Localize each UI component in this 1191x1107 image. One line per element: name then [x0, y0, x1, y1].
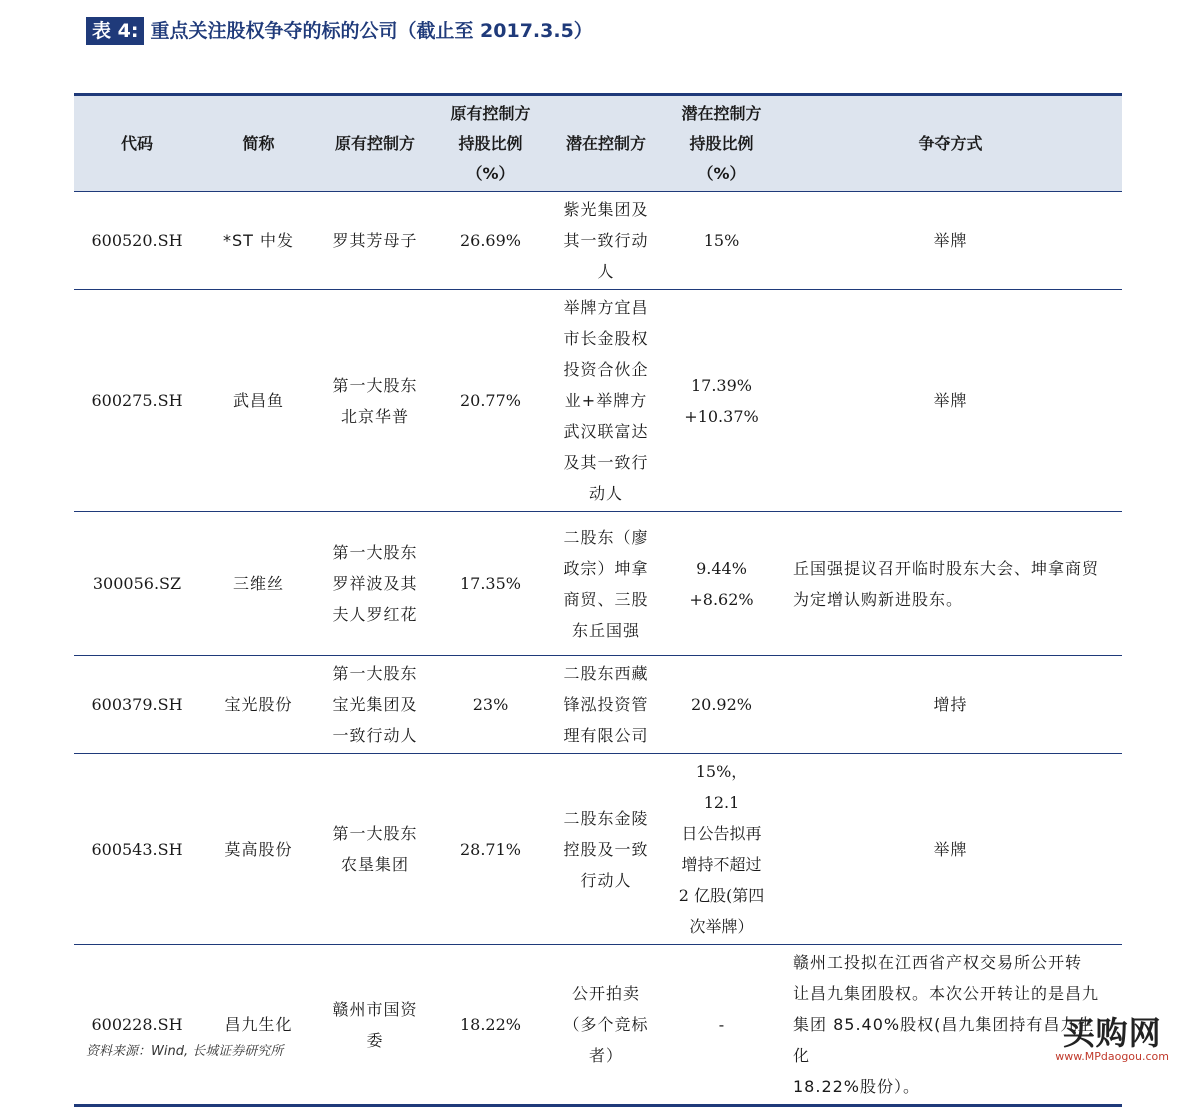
watermark-logo: 买购网 — [1062, 1014, 1162, 1052]
cell-code: 600379.SH — [74, 656, 200, 754]
cell-line: 举牌 — [933, 391, 968, 410]
cell-line: 举牌 — [933, 839, 968, 859]
cell-line: 夫人罗红花 — [332, 605, 418, 624]
cell-line: 增持不超过 — [681, 855, 762, 874]
cell-method — [779, 512, 1122, 656]
cell-potential-holder — [548, 754, 664, 945]
cell-line: （多个竞标 — [563, 1015, 649, 1034]
cell-line: 第一大股东 — [332, 664, 418, 683]
header-original-ratio: 原有控制方 持股比例 （%） — [450, 103, 531, 183]
header-row — [74, 95, 1122, 192]
header-potential-holder: 潜在控制方 — [565, 133, 646, 153]
watermark-url: www.MPdaogou.com — [1055, 1050, 1169, 1063]
cell-original-ratio: 18.22% — [433, 945, 548, 1106]
cell-original-holder — [317, 290, 433, 512]
cell-code: 600228.SH — [74, 945, 200, 1106]
table-row — [74, 945, 1122, 1106]
table-title — [86, 16, 593, 46]
cell-line: 日公告拟再 — [681, 824, 762, 843]
cell-name: 三维丝 — [200, 512, 317, 656]
cell-original-holder — [317, 945, 433, 1106]
cell-original-ratio: 23% — [433, 656, 548, 754]
cell-line: +8.62% — [689, 589, 754, 609]
header-potential-ratio: 潜在控制方 持股比例 （%） — [681, 103, 762, 183]
cell-line: 2 亿股(第四 — [678, 886, 765, 905]
cell-line: 为定增认购新进股东。 — [793, 589, 964, 609]
cell-line: 及其一致行 — [563, 453, 649, 472]
cell-original-holder — [317, 192, 433, 290]
table-row — [74, 656, 1122, 754]
company-table — [74, 93, 1122, 1107]
cell-code: 600543.SH — [74, 754, 200, 945]
cell-line: 丘国强提议召开临时股东大会、坤拿商贸 — [793, 558, 1100, 578]
cell-line: 动人 — [588, 484, 623, 503]
cell-line: +10.37% — [684, 406, 759, 426]
cell-line: 一致行动人 — [332, 726, 418, 745]
cell-line: 17.39% — [690, 375, 752, 395]
cell-line: 宝光集团及 — [332, 695, 418, 714]
cell-method — [779, 192, 1122, 290]
cell-line: 者） — [588, 1046, 623, 1065]
cell-line: 让昌九集团股权。本次公开转让的是昌九 — [793, 984, 1100, 1003]
cell-line: 20.92% — [690, 695, 752, 714]
cell-line: 控股及一致 — [563, 839, 649, 859]
cell-line: 商贸、三股 — [563, 589, 649, 609]
header-code: 代码 — [120, 133, 153, 153]
cell-line: 18.22%股份）。 — [793, 1077, 921, 1096]
cell-line: 业+举牌方 — [564, 391, 648, 410]
cell-line: 二股东（廖 — [563, 527, 649, 547]
table-number-label: 表 4: — [86, 17, 144, 45]
cell-method — [779, 290, 1122, 512]
cell-potential-ratio — [664, 754, 779, 945]
cell-original-holder — [317, 656, 433, 754]
header-name: 简称 — [242, 133, 275, 153]
cell-line: 第一大股东 — [332, 824, 418, 843]
cell-line: 市长金股权 — [563, 329, 649, 348]
cell-potential-holder — [548, 945, 664, 1106]
cell-method — [779, 754, 1122, 945]
cell-line: 次举牌） — [689, 917, 754, 936]
watermark — [1055, 1008, 1169, 1063]
cell-line: 15% — [703, 231, 740, 250]
cell-line: 武汉联富达 — [563, 422, 649, 441]
cell-potential-ratio — [664, 512, 779, 656]
cell-original-ratio: 28.71% — [433, 754, 548, 945]
cell-potential-holder — [548, 290, 664, 512]
cell-line: 锋泓投资管 — [563, 695, 649, 714]
cell-potential-ratio — [664, 945, 779, 1106]
cell-line: 罗其芳母子 — [332, 231, 418, 250]
cell-line: 东丘国强 — [571, 620, 640, 640]
cell-name: 宝光股份 — [200, 656, 317, 754]
cell-line: 公开拍卖 — [571, 984, 640, 1003]
cell-original-ratio: 26.69% — [433, 192, 548, 290]
cell-name: 武昌鱼 — [200, 290, 317, 512]
cell-name: 莫高股份 — [200, 754, 317, 945]
cell-line: 罗祥波及其 — [332, 574, 418, 593]
cell-original-holder — [317, 754, 433, 945]
cell-line: 第一大股东 — [332, 375, 418, 395]
cell-line: 第一大股东 — [332, 543, 418, 562]
cell-line: 农垦集团 — [340, 855, 409, 874]
cell-line: 投资合伙企 — [563, 360, 649, 379]
cell-line: 二股东西藏 — [563, 664, 649, 683]
cell-method — [779, 656, 1122, 754]
cell-line: 9.44% — [696, 558, 747, 578]
cell-potential-ratio — [664, 290, 779, 512]
cell-code: 600520.SH — [74, 192, 200, 290]
cell-original-ratio: 17.35% — [433, 512, 548, 656]
cell-line: 举牌方宜昌 — [563, 298, 649, 317]
cell-code: 600275.SH — [74, 290, 200, 512]
cell-line: - — [718, 1015, 725, 1034]
cell-line: 北京华普 — [340, 406, 409, 426]
cell-name: 昌九生化 — [200, 945, 317, 1106]
source-note: 资料来源：Wind, 长城证券研究所 — [86, 1044, 284, 1059]
cell-line: 委 — [366, 1030, 384, 1050]
table-row — [74, 512, 1122, 656]
cell-line: 其一致行动 — [563, 231, 649, 250]
table-title-text: 重点关注股权争夺的标的公司（截止至 2017.3.5） — [150, 20, 593, 42]
cell-potential-holder — [548, 192, 664, 290]
cell-line: 理有限公司 — [563, 726, 649, 745]
cell-line: 行动人 — [580, 870, 632, 890]
cell-potential-ratio — [664, 192, 779, 290]
table-row — [74, 192, 1122, 290]
cell-potential-holder — [548, 512, 664, 656]
cell-original-holder — [317, 512, 433, 656]
header-method: 争夺方式 — [918, 133, 983, 153]
table-row — [74, 754, 1122, 945]
cell-line: 赣州市国资 — [332, 999, 418, 1019]
cell-line: 二股东金陵 — [563, 808, 649, 828]
cell-original-ratio: 20.77% — [433, 290, 548, 512]
cell-line: 集团 85.40%股权(昌九集团持有昌九生化 — [793, 1015, 1095, 1065]
cell-line: 赣州工投拟在江西省产权交易所公开转 — [793, 953, 1083, 972]
header-original-holder: 原有控制方 — [334, 133, 415, 153]
cell-line: 政宗）坤拿 — [563, 558, 649, 578]
cell-name: *ST 中发 — [200, 192, 317, 290]
cell-line: 增持 — [933, 695, 968, 714]
cell-line: 15%，12.1 — [695, 762, 748, 812]
cell-line: 紫光集团及 — [563, 200, 649, 219]
cell-line: 人 — [597, 262, 615, 281]
cell-potential-holder — [548, 656, 664, 754]
cell-code: 300056.SZ — [74, 512, 200, 656]
table-row — [74, 290, 1122, 512]
cell-potential-ratio — [664, 656, 779, 754]
cell-line: 举牌 — [933, 231, 968, 250]
